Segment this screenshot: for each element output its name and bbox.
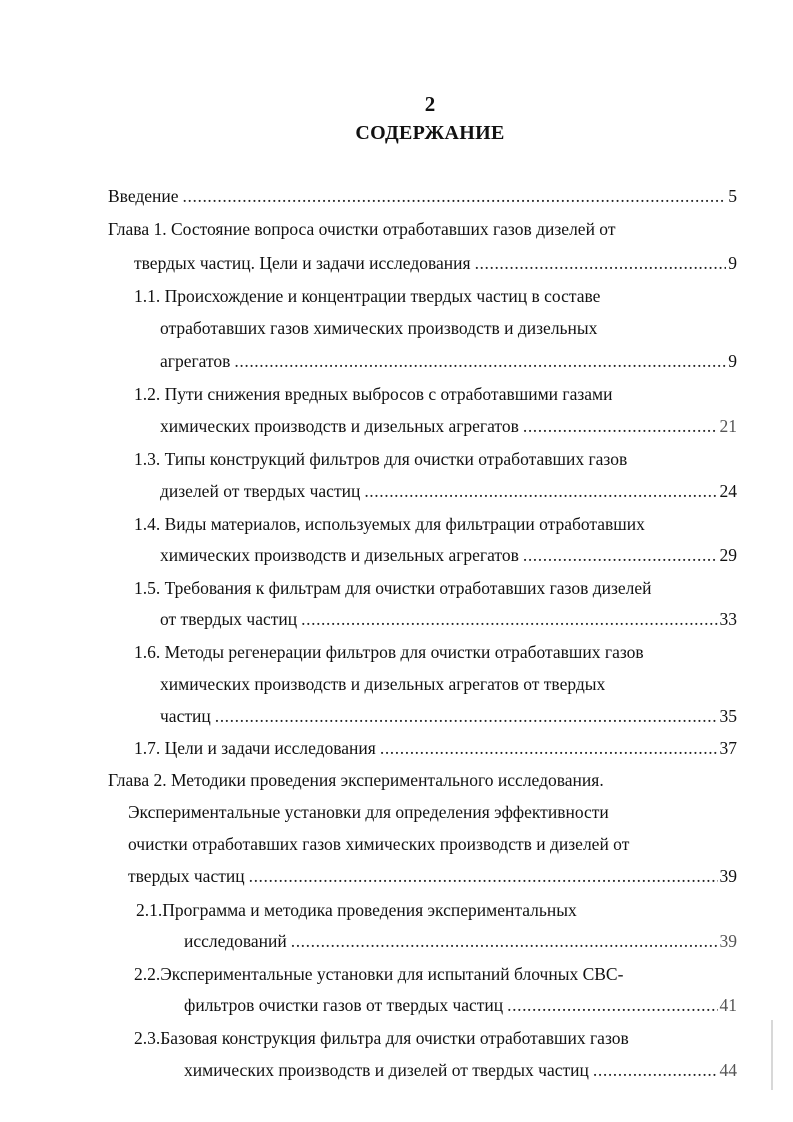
toc-entry-chapter-1: [108, 215, 737, 243]
dot-leader: [364, 477, 717, 505]
toc-page-number: 24: [719, 481, 737, 501]
toc-entry-text: 2.3.Базовая конструкция фильтра для очистки отработавших газов: [134, 1028, 629, 1048]
toc-entry-text: 1.7. Цели и задачи исследования: [134, 738, 376, 758]
dot-leader: [249, 862, 718, 890]
toc-entry-section-2-3-cont: [184, 1056, 737, 1084]
toc-entry-introduction: [108, 182, 737, 210]
toc-entry-chapter-2-cont: [128, 798, 737, 826]
toc-page-number: 5: [728, 186, 737, 206]
toc-page-number: 9: [728, 253, 737, 273]
toc-entry-section-1-6-cont: [160, 670, 737, 698]
toc-entry-text: 2.1.Программа и методика проведения экспериментальных: [136, 900, 577, 920]
toc-entry-section-1-5-cont: [160, 605, 737, 633]
toc-entry-text: дизелей от твердых частиц: [160, 481, 361, 501]
toc-entry-text: 1.1. Происхождение и концентрации твердых частиц в составе: [134, 286, 601, 306]
toc-page-number: 21: [719, 416, 737, 436]
toc-entry-section-1-3: [134, 445, 737, 473]
toc-entry-section-1-6-end: [160, 702, 737, 730]
toc-entry-text: Экспериментальные установки для определения эффективности: [128, 802, 609, 822]
toc-entry-text: химических производств и дизельных агрегатов от твердых: [160, 674, 606, 694]
toc-entry-text: частиц: [160, 706, 211, 726]
toc-entry-text: 2.2.Экспериментальные установки для испытаний блочных СВС-: [134, 964, 624, 984]
toc-page-number: 39: [719, 866, 737, 886]
toc-entry-text: Глава 2. Методики проведения экспериментального исследования.: [108, 770, 604, 790]
toc-entry-text: твердых частиц. Цели и задачи исследования: [134, 253, 471, 273]
toc-page-number: 41: [719, 995, 737, 1015]
toc-page-number: 44: [719, 1060, 737, 1080]
toc-entry-section-2-1: [136, 896, 737, 924]
toc-entry-section-2-2: [134, 960, 737, 988]
dot-leader: [301, 605, 717, 633]
dot-leader: [183, 182, 727, 210]
dot-leader: [593, 1056, 718, 1084]
dot-leader: [215, 702, 718, 730]
dot-leader: [475, 249, 727, 277]
toc-entry-text: Введение: [108, 186, 179, 206]
toc-entry-section-1-2-cont: [160, 412, 737, 440]
toc-entry-text: отработавших газов химических производств и дизельных: [160, 318, 598, 338]
toc-entry-text: твердых частиц: [128, 866, 245, 886]
toc-page-number: 39: [719, 931, 737, 951]
page-title: СОДЕРЖАНИЕ: [355, 122, 505, 144]
toc-entry-text: от твердых частиц: [160, 609, 298, 629]
toc-page-number: 29: [719, 545, 737, 565]
dot-leader: [234, 347, 726, 375]
toc-entry-text: химических производств и дизельных агрегатов: [160, 416, 519, 436]
toc-entry-section-1-4: [134, 510, 737, 538]
toc-entry-text: химических производств и дизелей от твердых частиц: [184, 1060, 589, 1080]
toc-entry-section-1-1-end: [160, 347, 737, 375]
toc-entry-section-1-3-cont: [160, 477, 737, 505]
toc-entry-text: Глава 1. Состояние вопроса очистки отработавших газов дизелей от: [108, 219, 616, 239]
toc-page-number: 33: [719, 609, 737, 629]
toc-entry-text: фильтров очистки газов от твердых частиц: [184, 995, 504, 1015]
toc-entry-section-1-4-cont: [160, 541, 737, 569]
toc-entry-text: агрегатов: [160, 351, 231, 371]
toc-entry-text: исследований: [184, 931, 287, 951]
toc-entry-text: 1.2. Пути снижения вредных выбросов с отработавшими газами: [134, 384, 613, 404]
toc-entry-section-2-2-cont: [184, 991, 737, 1019]
toc-entry-text: 1.3. Типы конструкций фильтров для очистки отработавших газов: [134, 449, 628, 469]
dot-leader: [523, 541, 718, 569]
dot-leader: [523, 412, 718, 440]
toc-entry-section-1-5: [134, 574, 737, 602]
toc-entry-section-2-3: [134, 1024, 737, 1052]
toc-entry-text: 1.6. Методы регенерации фильтров для очистки отработавших газов: [134, 642, 644, 662]
toc-entry-text: очистки отработавших газов химических производств и дизелей от: [128, 834, 630, 854]
toc-page-number: 35: [719, 706, 737, 726]
toc-entry-chapter-1-cont: [134, 249, 737, 277]
scan-artifact: [771, 1020, 773, 1090]
toc-entry-section-1-7: [134, 734, 737, 762]
toc-entry-section-1-6: [134, 638, 737, 666]
toc-entry-text: 1.5. Требования к фильтрам для очистки отработавших газов дизелей: [134, 578, 652, 598]
toc-entry-section-2-1-cont: [184, 927, 737, 955]
toc-page-number: 9: [728, 351, 737, 371]
dot-leader: [291, 927, 718, 955]
toc-entry-chapter-2-end: [128, 862, 737, 890]
toc-entry-chapter-2-cont: [128, 830, 737, 858]
toc-entry-section-1-1: [134, 282, 737, 310]
dot-leader: [507, 991, 717, 1019]
toc-entry-text: 1.4. Виды материалов, используемых для фильтрации отработавших: [134, 514, 645, 534]
toc-entry-chapter-2: [108, 766, 737, 794]
toc-page-number: 37: [719, 738, 737, 758]
page-number: 2: [424, 92, 436, 116]
toc-entry-section-1-1-cont: [160, 314, 737, 342]
toc-entry-section-1-2: [134, 380, 737, 408]
dot-leader: [380, 734, 718, 762]
toc-entry-text: химических производств и дизельных агрегатов: [160, 545, 519, 565]
